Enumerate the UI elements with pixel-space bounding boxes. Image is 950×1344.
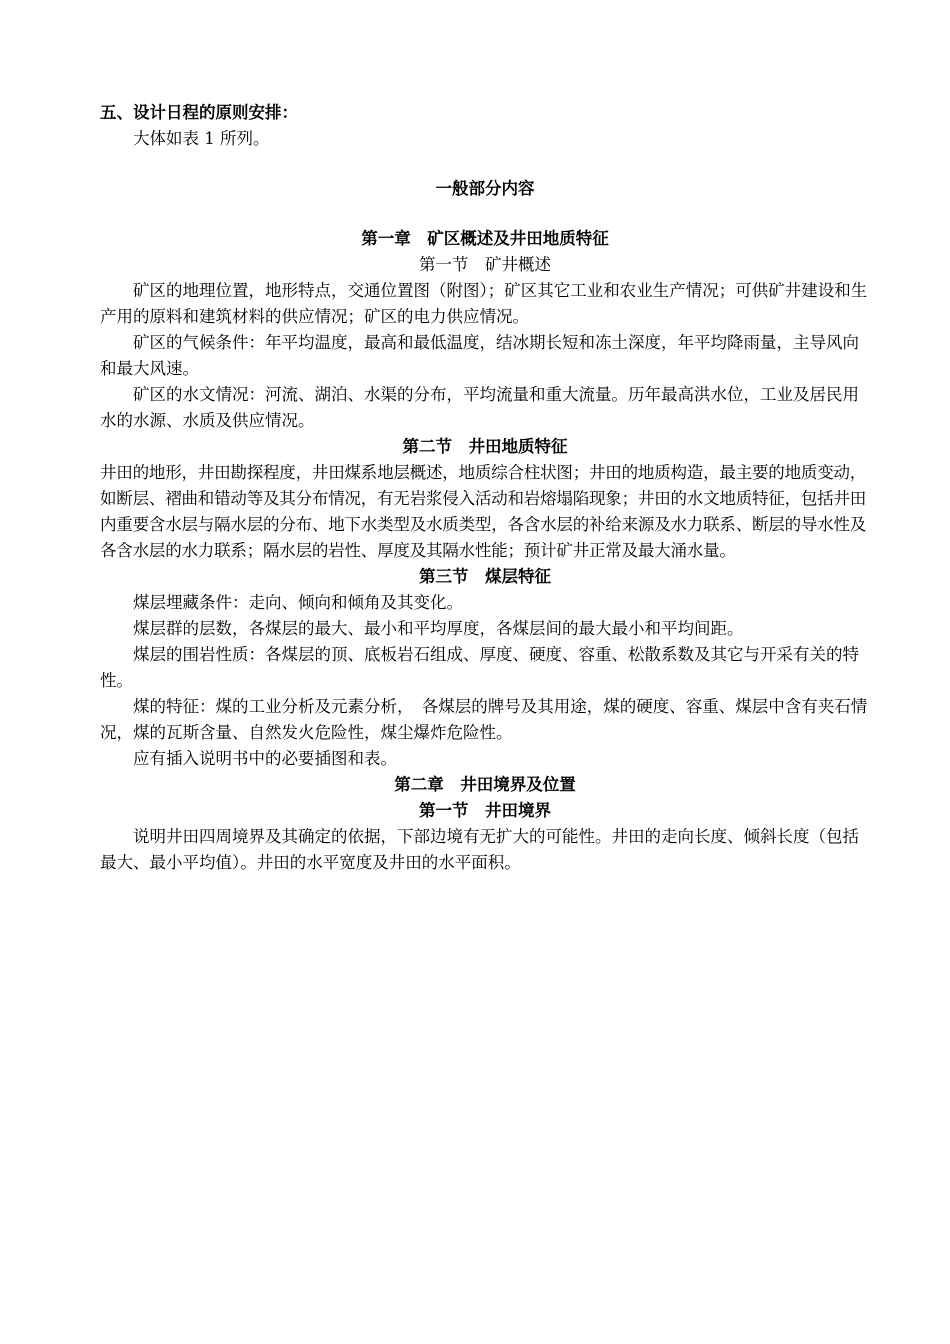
chapter1-title: 第一章 矿区概述及井田地质特征 xyxy=(361,229,609,248)
chapter1-section1-title: 第一节 矿井概述 xyxy=(419,255,551,274)
spacer xyxy=(100,202,870,226)
spacer xyxy=(100,152,870,176)
paragraph: 井田的地形，井田勘探程度，井田煤系地层概述，地质综合柱状图；井田的地质构造，最主要的地质变动，如断层、褶曲和错动等及其分布情况，有无岩浆侵入活动和岩熔塌陷现象；井田的水文地质特征，包括井田内重要含水层与隔水层的分布、地下水类型及水质类型，各含水层的补给来源及水力联系、断层的导水性及各含水层的水力联系；隔水层的岩性、厚度及其隔水性能；预计矿井正常及最大涌水量。 xyxy=(100,463,867,560)
chapter1-section2-title: 第二节 井田地质特征 xyxy=(402,437,568,456)
paragraph: 应有插入说明书中的必要插图和表。 xyxy=(133,749,397,768)
paragraph: 矿区的地理位置，地形特点，交通位置图（附图）；矿区其它工业和农业生产情况；可供矿井建设和生产用的原料和建筑材料的供应情况；矿区的电力供应情况。 xyxy=(100,281,868,326)
paragraph: 矿区的气候条件：年平均温度，最高和最低温度，结冰期长短和冻土深度，年平均降雨量，主导风向和最大风速。 xyxy=(100,333,859,378)
document-page xyxy=(100,100,870,876)
chapter2-title: 第二章 井田境界及位置 xyxy=(394,775,576,794)
section5-text: 大体如表 1 所列。 xyxy=(133,129,270,148)
paragraph: 煤层的围岩性质：各煤层的顶、底板岩石组成、厚度、硬度、容重、松散系数及其它与开采有关的特性。 xyxy=(100,645,859,690)
general-title: 一般部分内容 xyxy=(435,179,535,198)
paragraph: 矿区的水文情况：河流、湖泊、水渠的分布，平均流量和重大流量。历年最高洪水位，工业及居民用水的水源、水质及供应情况。 xyxy=(100,385,859,430)
chapter2-section1-title: 第一节 井田境界 xyxy=(419,801,551,820)
paragraph: 煤层埋藏条件：走向、倾向和倾角及其变化。 xyxy=(133,593,463,612)
paragraph: 煤层群的层数，各煤层的最大、最小和平均厚度，各煤层间的最大最小和平均间距。 xyxy=(133,619,744,638)
chapter1-section3-title: 第三节 煤层特征 xyxy=(419,567,551,586)
section5-heading: 五、设计日程的原则安排： xyxy=(100,103,298,122)
paragraph: 煤的特征：煤的工业分析及元素分析， 各煤层的牌号及其用途，煤的硬度、容重、煤层中含有夹石情况，煤的瓦斯含量、自然发火危险性，煤尘爆炸危险性。 xyxy=(100,697,868,742)
paragraph: 说明井田四周境界及其确定的依据，下部边境有无扩大的可能性。井田的走向长度、倾斜长度（包括最大、最小平均值）。井田的水平宽度及井田的水平面积。 xyxy=(100,827,859,872)
